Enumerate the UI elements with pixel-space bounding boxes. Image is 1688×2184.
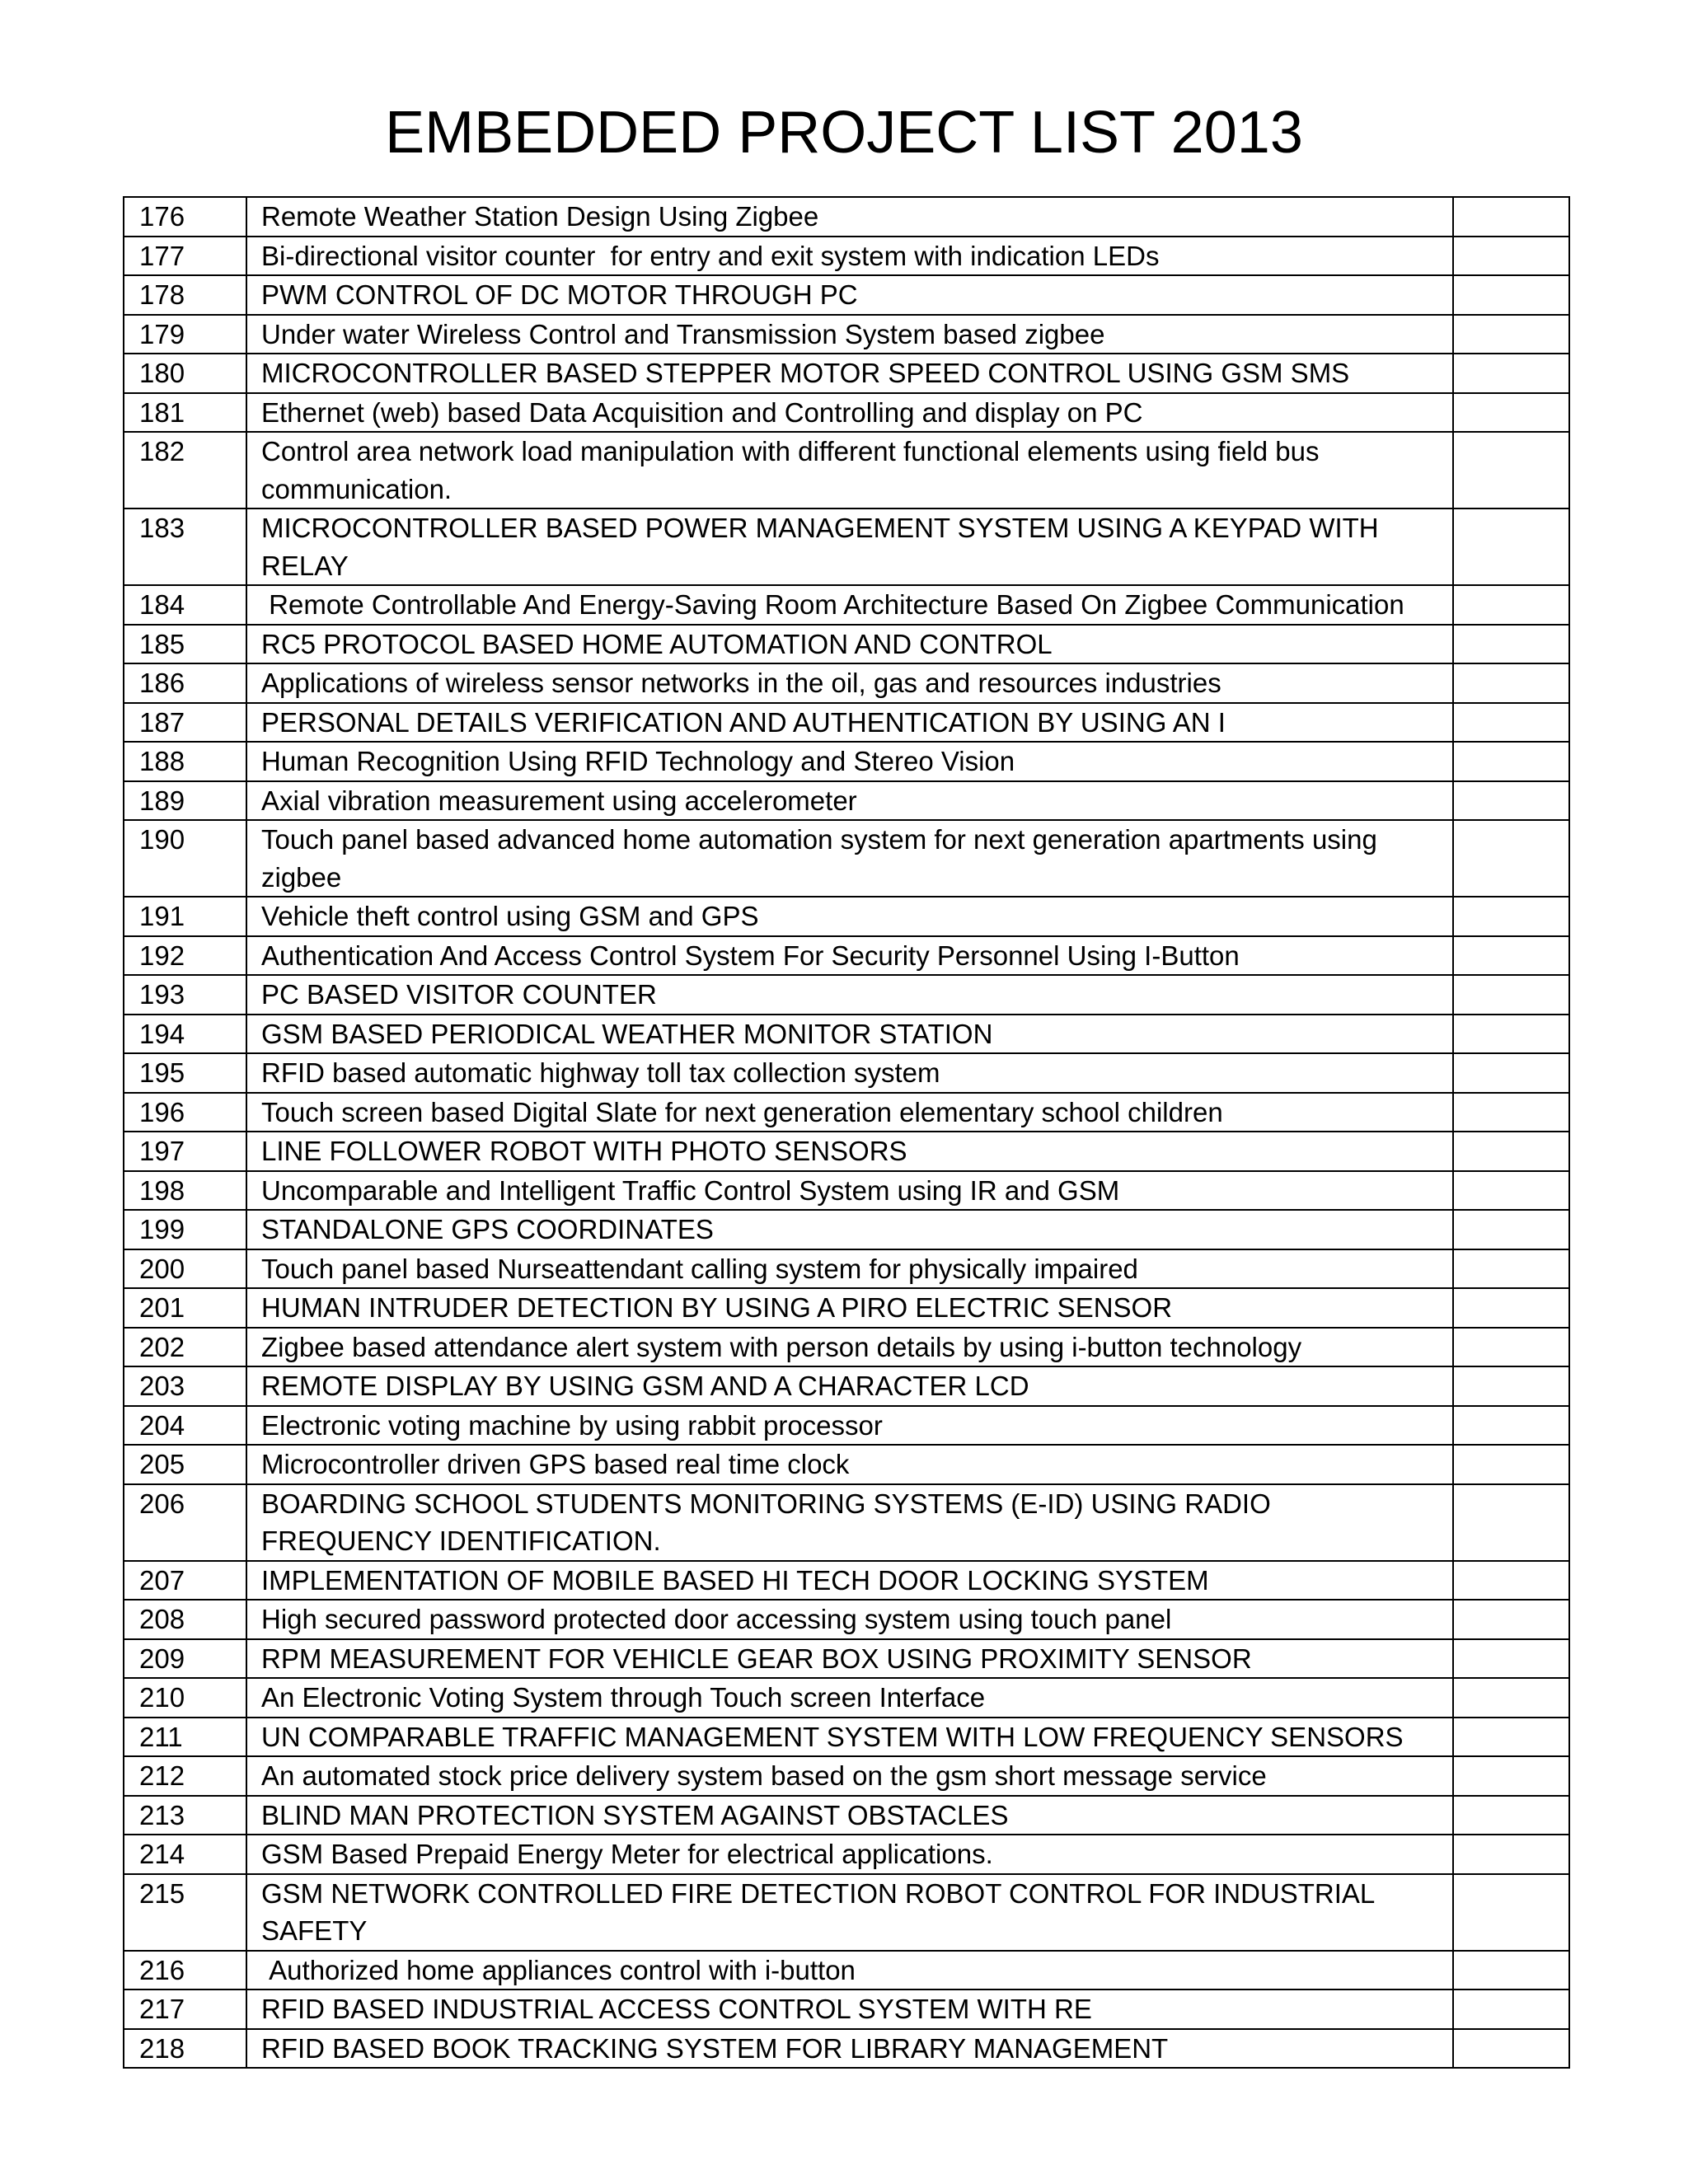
page-title: EMBEDDED PROJECT LIST 2013 [385,100,1303,166]
project-number: 206 [124,1484,246,1561]
project-number: 203 [124,1366,246,1406]
table-row [124,315,1569,354]
project-number: 187 [124,703,246,743]
project-title: Applications of wireless sensor networks in the oil, gas and resources industries [246,663,1453,703]
project-title: Zigbee based attendance alert system with person details by using i-button technology [246,1328,1453,1367]
empty-cell [1453,1756,1569,1796]
project-title: Under water Wireless Control and Transmission System based zigbee [246,315,1453,354]
empty-cell [1453,1639,1569,1679]
table-row [124,393,1569,433]
empty-cell [1453,509,1569,585]
table-row [124,1678,1569,1718]
project-title: Human Recognition Using RFID Technology and Stereo Vision [246,742,1453,781]
table-row [124,1445,1569,1484]
empty-cell [1453,1093,1569,1132]
table-row [124,1210,1569,1249]
empty-cell [1453,1288,1569,1328]
project-number: 208 [124,1600,246,1639]
empty-cell [1453,1249,1569,1289]
table-row [124,781,1569,821]
empty-cell [1453,432,1569,509]
table-row [124,354,1569,393]
empty-cell [1453,1600,1569,1639]
project-number: 215 [124,1874,246,1951]
project-title: GSM NETWORK CONTROLLED FIRE DETECTION ROBOT CONTROL FOR INDUSTRIAL SAFETY [246,1874,1453,1951]
project-number: 186 [124,663,246,703]
empty-cell [1453,1718,1569,1757]
project-number: 200 [124,1249,246,1289]
project-number: 190 [124,820,246,897]
empty-cell [1453,781,1569,821]
project-title: An Electronic Voting System through Touch screen Interface [246,1678,1453,1718]
project-number: 210 [124,1678,246,1718]
empty-cell [1453,1328,1569,1367]
empty-cell [1453,1445,1569,1484]
table-row [124,1874,1569,1951]
project-title: Touch screen based Digital Slate for next generation elementary school children [246,1093,1453,1132]
table-row [124,1249,1569,1289]
project-title: UN COMPARABLE TRAFFIC MANAGEMENT SYSTEM WITH LOW FREQUENCY SENSORS [246,1718,1453,1757]
project-title: GSM Based Prepaid Energy Meter for electrical applications. [246,1835,1453,1874]
project-number: 197 [124,1132,246,1171]
project-title: GSM BASED PERIODICAL WEATHER MONITOR STATION [246,1015,1453,1054]
project-number: 188 [124,742,246,781]
project-number: 204 [124,1406,246,1446]
project-number: 180 [124,354,246,393]
table-row [124,975,1569,1015]
project-number: 183 [124,509,246,585]
empty-cell [1453,393,1569,433]
project-number: 205 [124,1445,246,1484]
project-number: 179 [124,315,246,354]
empty-cell [1453,2029,1569,2069]
project-title: RFID BASED BOOK TRACKING SYSTEM FOR LIBRARY MANAGEMENT [246,2029,1453,2069]
table-row [124,275,1569,315]
empty-cell [1453,1015,1569,1054]
project-title: Authentication And Access Control System For Security Personnel Using I-Button [246,936,1453,976]
table-row [124,1132,1569,1171]
empty-cell [1453,1053,1569,1093]
project-title: LINE FOLLOWER ROBOT WITH PHOTO SENSORS [246,1132,1453,1171]
project-title: Touch panel based Nurseattendant calling system for physically impaired [246,1249,1453,1289]
table-row [124,237,1569,276]
empty-cell [1453,1874,1569,1951]
project-number: 198 [124,1171,246,1211]
table-body [124,197,1569,2068]
project-title: PWM CONTROL OF DC MOTOR THROUGH PC [246,275,1453,315]
project-number: 193 [124,975,246,1015]
table-row [124,1718,1569,1757]
project-number: 214 [124,1835,246,1874]
project-number: 216 [124,1951,246,1990]
empty-cell [1453,197,1569,237]
project-title: REMOTE DISPLAY BY USING GSM AND A CHARACTER LCD [246,1366,1453,1406]
project-title: RFID based automatic highway toll tax collection system [246,1053,1453,1093]
table-row [124,1093,1569,1132]
table-row [124,1366,1569,1406]
project-title: High secured password protected door accessing system using touch panel [246,1600,1453,1639]
table-row [124,1288,1569,1328]
table-row [124,742,1569,781]
table-row [124,1756,1569,1796]
table-row [124,1406,1569,1446]
project-title: Authorized home appliances control with i-button [246,1951,1453,1990]
project-title: Axial vibration measurement using accelerometer [246,781,1453,821]
project-title: IMPLEMENTATION OF MOBILE BASED HI TECH DOOR LOCKING SYSTEM [246,1561,1453,1601]
project-number: 202 [124,1328,246,1367]
project-number: 211 [124,1718,246,1757]
project-number: 176 [124,197,246,237]
empty-cell [1453,1678,1569,1718]
project-title: Electronic voting machine by using rabbit processor [246,1406,1453,1446]
project-number: 218 [124,2029,246,2069]
project-title: BLIND MAN PROTECTION SYSTEM AGAINST OBSTACLES [246,1796,1453,1835]
empty-cell [1453,1484,1569,1561]
project-title: RC5 PROTOCOL BASED HOME AUTOMATION AND CONTROL [246,625,1453,664]
project-title: Ethernet (web) based Data Acquisition and Controlling and display on PC [246,393,1453,433]
project-number: 195 [124,1053,246,1093]
table-row [124,897,1569,936]
project-table [123,196,1570,2069]
table-row [124,820,1569,897]
project-number: 196 [124,1093,246,1132]
project-number: 212 [124,1756,246,1796]
table-row [124,432,1569,509]
table-row [124,1835,1569,1874]
project-number: 207 [124,1561,246,1601]
empty-cell [1453,1171,1569,1211]
table-row [124,703,1569,743]
project-title: Remote Weather Station Design Using Zigbee [246,197,1453,237]
empty-cell [1453,1366,1569,1406]
table-row [124,625,1569,664]
project-title: RPM MEASUREMENT FOR VEHICLE GEAR BOX USING PROXIMITY SENSOR [246,1639,1453,1679]
project-title: Remote Controllable And Energy-Saving Room Architecture Based On Zigbee Communication [246,585,1453,625]
project-number: 191 [124,897,246,936]
table-row [124,1951,1569,1990]
table-row [124,1639,1569,1679]
project-title: Control area network load manipulation with different functional elements using field bus communication. [246,432,1453,509]
empty-cell [1453,625,1569,664]
empty-cell [1453,354,1569,393]
empty-cell [1453,1796,1569,1835]
empty-cell [1453,820,1569,897]
table-row [124,1171,1569,1211]
project-number: 189 [124,781,246,821]
project-number: 199 [124,1210,246,1249]
empty-cell [1453,1561,1569,1601]
empty-cell [1453,663,1569,703]
project-number: 178 [124,275,246,315]
empty-cell [1453,237,1569,276]
project-number: 201 [124,1288,246,1328]
empty-cell [1453,703,1569,743]
empty-cell [1453,275,1569,315]
project-number: 217 [124,1990,246,2029]
table-row [124,1053,1569,1093]
project-number: 184 [124,585,246,625]
project-title: PC BASED VISITOR COUNTER [246,975,1453,1015]
project-title: STANDALONE GPS COORDINATES [246,1210,1453,1249]
table-row [124,1990,1569,2029]
empty-cell [1453,1835,1569,1874]
project-number: 181 [124,393,246,433]
table-row [124,1484,1569,1561]
empty-cell [1453,742,1569,781]
project-title: PERSONAL DETAILS VERIFICATION AND AUTHENTICATION BY USING AN I [246,703,1453,743]
project-title: MICROCONTROLLER BASED STEPPER MOTOR SPEED CONTROL USING GSM SMS [246,354,1453,393]
project-number: 194 [124,1015,246,1054]
project-number: 185 [124,625,246,664]
project-number: 192 [124,936,246,976]
project-title: Bi-directional visitor counter for entry and exit system with indication LEDs [246,237,1453,276]
empty-cell [1453,936,1569,976]
empty-cell [1453,1406,1569,1446]
project-title: BOARDING SCHOOL STUDENTS MONITORING SYSTEMS (E-ID) USING RADIO FREQUENCY IDENTIFICATION. [246,1484,1453,1561]
project-title: Microcontroller driven GPS based real time clock [246,1445,1453,1484]
project-title: Touch panel based advanced home automation system for next generation apartments using zigbee [246,820,1453,897]
table-row [124,663,1569,703]
project-title: Vehicle theft control using GSM and GPS [246,897,1453,936]
empty-cell [1453,1210,1569,1249]
project-title: HUMAN INTRUDER DETECTION BY USING A PIRO ELECTRIC SENSOR [246,1288,1453,1328]
table-row [124,1796,1569,1835]
empty-cell [1453,1990,1569,2029]
empty-cell [1453,315,1569,354]
table-row [124,509,1569,585]
project-number: 209 [124,1639,246,1679]
project-title: MICROCONTROLLER BASED POWER MANAGEMENT SYSTEM USING A KEYPAD WITH RELAY [246,509,1453,585]
table-row [124,1328,1569,1367]
project-number: 182 [124,432,246,509]
empty-cell [1453,1132,1569,1171]
empty-cell [1453,1951,1569,1990]
empty-cell [1453,585,1569,625]
project-title: An automated stock price delivery system based on the gsm short message service [246,1756,1453,1796]
table-row [124,2029,1569,2069]
project-number: 177 [124,237,246,276]
table-row [124,1561,1569,1601]
table-row [124,585,1569,625]
project-title: RFID BASED INDUSTRIAL ACCESS CONTROL SYSTEM WITH RE [246,1990,1453,2029]
empty-cell [1453,897,1569,936]
empty-cell [1453,975,1569,1015]
project-title: Uncomparable and Intelligent Traffic Control System using IR and GSM [246,1171,1453,1211]
project-number: 213 [124,1796,246,1835]
table-row [124,936,1569,976]
table-row [124,1600,1569,1639]
table-row [124,197,1569,237]
table-row [124,1015,1569,1054]
